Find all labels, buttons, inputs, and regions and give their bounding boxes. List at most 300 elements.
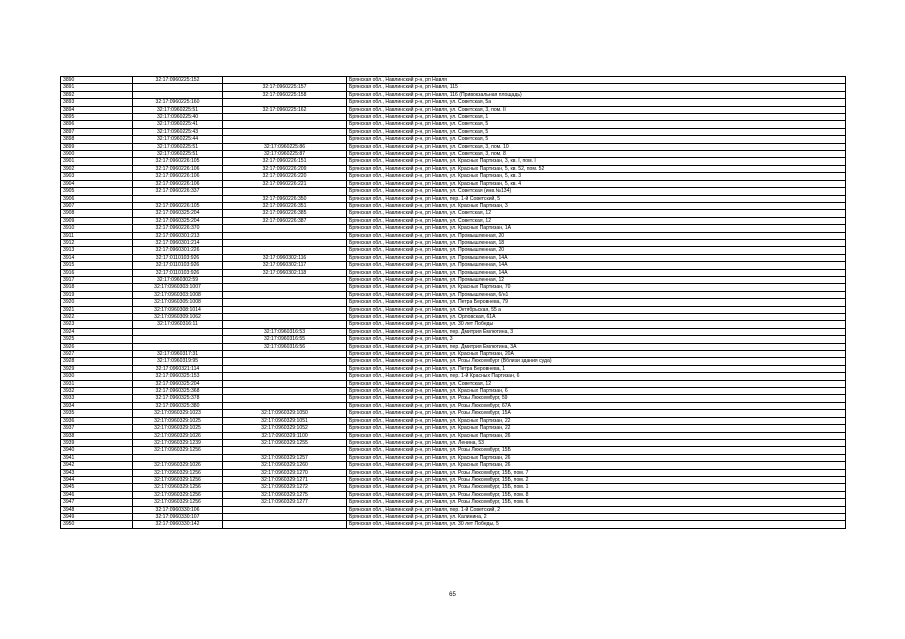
table-row: [61, 262, 846, 269]
sub-cadastral-number-cell: [223, 388, 347, 395]
table-row: [61, 121, 846, 128]
address-cell: Брянская обл., Навлинский р-н, рп Навля, пер. 1-й Советский, 2: [347, 506, 846, 513]
cadastral-number-cell: 32:17:0960225:41: [133, 121, 223, 128]
table-row: [61, 314, 846, 321]
cadastral-number-cell: [133, 91, 223, 98]
address-cell: Брянская обл., Навлинский р-н, рп Навля, ул. Красных Партизан, 5, кв. 52, пом. 52: [347, 165, 846, 172]
table-row: [61, 343, 846, 350]
cadastral-number-cell: 32:17:0960330:107: [133, 513, 223, 520]
address-cell: Брянская обл., Навлинский р-н, рп Навля, ул. Красных Партизан, 5, кв. 3: [347, 173, 846, 180]
sub-cadastral-number-cell: [223, 521, 347, 528]
address-cell: Брянская обл., Навлинский р-н, рп Навля, ул. Петра Беровнева, 1: [347, 365, 846, 372]
cadastral-number-cell: 32:17:0960330:106: [133, 506, 223, 513]
sub-cadastral-number-cell: 32:17:0960226:221: [223, 180, 347, 187]
row-number-cell: 3896: [61, 121, 133, 128]
sub-cadastral-number-cell: 32:17:0960302:117: [223, 262, 347, 269]
address-cell: Брянская обл., Навлинский р-н, рп Навля, ул. Красных Партизан, 26: [347, 432, 846, 439]
address-cell: Брянская обл., Навлинский р-н, рп Навля, ул. Красных Партизан, 22: [347, 425, 846, 432]
sub-cadastral-number-cell: [223, 114, 347, 121]
cadastral-number-cell: 32:17:0960303:1007: [133, 284, 223, 291]
address-cell: Брянская обл., Навлинский р-н, рп Навля, ул. Красных Партизан, 70: [347, 284, 846, 291]
row-number-cell: 3905: [61, 188, 133, 195]
row-number-cell: 3937: [61, 425, 133, 432]
table-row: [61, 188, 846, 195]
row-number-cell: 3901: [61, 158, 133, 165]
cadastral-number-cell: 32:17:0960329:1256: [133, 491, 223, 498]
sub-cadastral-number-cell: [223, 232, 347, 239]
address-cell: Брянская обл., Навлинский р-н, рп Навля, ул. Красных Партизан, 20А: [347, 351, 846, 358]
cadastral-number-cell: 32:17:0960225:51: [133, 143, 223, 150]
row-number-cell: 3928: [61, 358, 133, 365]
row-number-cell: 3924: [61, 328, 133, 335]
sub-cadastral-number-cell: [223, 121, 347, 128]
address-cell: Брянская обл., Навлинский р-н, рп Навля, ул. Красных Партизан, 3, кв. I, пом. I: [347, 158, 846, 165]
cadastral-number-cell: 32:17:0960308:1014: [133, 306, 223, 313]
row-number-cell: 3895: [61, 114, 133, 121]
table-row: [61, 232, 846, 239]
cadastral-number-cell: 32:17:0960325:204: [133, 380, 223, 387]
cadastral-number-cell: 32:17:0960225:44: [133, 136, 223, 143]
row-number-cell: 3935: [61, 410, 133, 417]
sub-cadastral-number-cell: [223, 247, 347, 254]
sub-cadastral-number-cell: 32:17:0960329:1272: [223, 484, 347, 491]
address-cell: Брянская обл., Навлинский р-н, рп Навля, ул. Розы Люксембург, 15Б: [347, 447, 846, 454]
table-row: [61, 351, 846, 358]
row-number-cell: 3933: [61, 395, 133, 402]
row-number-cell: 3923: [61, 321, 133, 328]
table-row: [61, 247, 846, 254]
sub-cadastral-number-cell: [223, 136, 347, 143]
row-number-cell: 3947: [61, 499, 133, 506]
row-number-cell: 3916: [61, 269, 133, 276]
table-row: [61, 114, 846, 121]
cadastral-number-cell: [133, 454, 223, 461]
address-cell: Брянская обл., Навлинский р-н, рп Навля, ул. Розы Люксембург, 15А: [347, 410, 846, 417]
cadastral-number-cell: [133, 343, 223, 350]
sub-cadastral-number-cell: [223, 358, 347, 365]
cadastral-number-cell: 32:17:0960329:1026: [133, 462, 223, 469]
sub-cadastral-number-cell: [223, 380, 347, 387]
cadastral-number-cell: 32:17:0960330:142: [133, 521, 223, 528]
row-number-cell: 3927: [61, 351, 133, 358]
table-row: [61, 143, 846, 150]
table-row: [61, 158, 846, 165]
row-number-cell: 3907: [61, 202, 133, 209]
sub-cadastral-number-cell: 32:17:0960329:1270: [223, 469, 347, 476]
cadastral-number-cell: 32:17:0960226:370: [133, 225, 223, 232]
row-number-cell: 3893: [61, 99, 133, 106]
cadastral-number-cell: 32:17:0960225:51: [133, 106, 223, 113]
row-number-cell: 3920: [61, 299, 133, 306]
row-number-cell: 3918: [61, 284, 133, 291]
table-row: [61, 306, 846, 313]
sub-cadastral-number-cell: 32:17:0960226:209: [223, 165, 347, 172]
row-number-cell: 3919: [61, 291, 133, 298]
row-number-cell: 3910: [61, 225, 133, 232]
table-row: [61, 469, 846, 476]
row-number-cell: 3892: [61, 91, 133, 98]
row-number-cell: 3946: [61, 491, 133, 498]
table-row: [61, 462, 846, 469]
cadastral-number-cell: 32:17:0960329:1256: [133, 469, 223, 476]
table-row: [61, 180, 846, 187]
cadastral-number-cell: [133, 195, 223, 202]
address-cell: Брянская обл., Навлинский р-н, рп Навля, ул. Советская, 12: [347, 380, 846, 387]
table-row: [61, 195, 846, 202]
row-number-cell: 3890: [61, 77, 133, 84]
table-row: [61, 484, 846, 491]
sub-cadastral-number-cell: 32:17:0960302:116: [223, 254, 347, 261]
table-row: [61, 239, 846, 246]
address-cell: Брянская обл., Навлинский р-н, рп Навля, ул. Калинина, 2: [347, 513, 846, 520]
address-cell: Брянская обл., Навлинский р-н, рп Навля, ул. Промышленная, 14А: [347, 254, 846, 261]
cadastral-number-cell: 32:17:0960226:106: [133, 180, 223, 187]
sub-cadastral-number-cell: 32:17:0960316:55: [223, 336, 347, 343]
sub-cadastral-number-cell: [223, 314, 347, 321]
table-row: [61, 284, 846, 291]
row-number-cell: 3948: [61, 506, 133, 513]
address-cell: Брянская обл., Навлинский р-н, рп Навля, ул. Советская, 12: [347, 217, 846, 224]
row-number-cell: 3921: [61, 306, 133, 313]
sub-cadastral-number-cell: [223, 506, 347, 513]
row-number-cell: 3904: [61, 180, 133, 187]
address-cell: Брянская обл., Навлинский р-н, рп Навля, ул. Красных Партизан, 3: [347, 202, 846, 209]
sub-cadastral-number-cell: [223, 351, 347, 358]
cadastral-number-cell: 32:17:0960325:204: [133, 210, 223, 217]
cadastral-number-cell: 32:17:0960226:105: [133, 202, 223, 209]
cadastral-number-cell: 32:17:0960225:40: [133, 114, 223, 121]
table-row: [61, 217, 846, 224]
sub-cadastral-number-cell: [223, 291, 347, 298]
row-number-cell: 3931: [61, 380, 133, 387]
address-cell: Брянская обл., Навлинский р-н, рп Навля, ул. Ленина, 53: [347, 439, 846, 446]
address-cell: Брянская обл., Навлинский р-н, рп Навля, ул. Советская, 3, пом. 8: [347, 151, 846, 158]
table-row: [61, 417, 846, 424]
table-row: [61, 373, 846, 380]
cadastral-number-cell: 32:17:0960309:1062: [133, 314, 223, 321]
address-cell: Брянская обл., Навлинский р-н, рп Навля, ул. Советская, 5а: [347, 99, 846, 106]
sub-cadastral-number-cell: [223, 284, 347, 291]
table-row: [61, 447, 846, 454]
sub-cadastral-number-cell: 32:17:0960226:220: [223, 173, 347, 180]
table-row: [61, 77, 846, 84]
sub-cadastral-number-cell: 32:17:0960329:1100: [223, 432, 347, 439]
cadastral-number-cell: 32:17:0960301:226: [133, 247, 223, 254]
table-row: [61, 402, 846, 409]
table-row: [61, 291, 846, 298]
sub-cadastral-number-cell: 32:17:0960225:158: [223, 91, 347, 98]
address-cell: Брянская обл., Навлинский р-н, рп Навля, ул. Промышленная, 20: [347, 247, 846, 254]
row-number-cell: 3898: [61, 136, 133, 143]
address-cell: Брянская обл., Навлинский р-н, рп Навля, ул. Промышленная, 20: [347, 232, 846, 239]
table-row: [61, 380, 846, 387]
table-row: [61, 91, 846, 98]
address-cell: Брянская обл., Навлинский р-н, рп Навля, ул. Советская, 5: [347, 121, 846, 128]
row-number-cell: 3909: [61, 217, 133, 224]
address-cell: Брянская обл., Навлинский р-н, рп Навля, ул. Советская, 1: [347, 114, 846, 121]
sub-cadastral-number-cell: 32:17:0960302:118: [223, 269, 347, 276]
cadastral-number-cell: 32:17:0960226:106: [133, 173, 223, 180]
cadastral-number-cell: 32:17:0960329:1239: [133, 439, 223, 446]
row-number-cell: 3914: [61, 254, 133, 261]
sub-cadastral-number-cell: 32:17:0960225:162: [223, 106, 347, 113]
sub-cadastral-number-cell: 32:17:0960225:157: [223, 84, 347, 91]
cadastral-number-cell: 32:17:0960225:43: [133, 128, 223, 135]
cadastral-number-cell: 32:17:0960301:213: [133, 232, 223, 239]
table-row: [61, 499, 846, 506]
table-row: [61, 336, 846, 343]
row-number-cell: 3926: [61, 343, 133, 350]
table-row: [61, 454, 846, 461]
sub-cadastral-number-cell: [223, 299, 347, 306]
sub-cadastral-number-cell: [223, 513, 347, 520]
sub-cadastral-number-cell: [223, 77, 347, 84]
table-row: [61, 491, 846, 498]
address-cell: Брянская обл., Навлинский р-н, рп Навля, ул. Розы Люксембург, 15Б, пом. 6: [347, 499, 846, 506]
table-row: [61, 439, 846, 446]
cadastral-number-cell: 32:17:0960317:31: [133, 351, 223, 358]
table-row: [61, 521, 846, 528]
row-number-cell: 3903: [61, 173, 133, 180]
cadastral-number-cell: 32:17:0960325:153: [133, 373, 223, 380]
sub-cadastral-number-cell: 32:17:0960226:385: [223, 210, 347, 217]
row-number-cell: 3932: [61, 388, 133, 395]
cadastral-number-cell: [133, 336, 223, 343]
row-number-cell: 3934: [61, 402, 133, 409]
sub-cadastral-number-cell: [223, 447, 347, 454]
address-cell: Брянская обл., Навлинский р-н, рп Навля, ул. Промышленная, 12: [347, 276, 846, 283]
table-row: [61, 365, 846, 372]
table-row: [61, 225, 846, 232]
cadastral-number-cell: 32:17:0960329:1256: [133, 476, 223, 483]
table-row: [61, 425, 846, 432]
cadastral-number-cell: 32:17:0110103:926: [133, 262, 223, 269]
row-number-cell: 3925: [61, 336, 133, 343]
row-number-cell: 3930: [61, 373, 133, 380]
address-cell: Брянская обл., Навлинский р-н, рп Навля, ул. Промышленная, 14А: [347, 262, 846, 269]
row-number-cell: 3891: [61, 84, 133, 91]
address-cell: Брянская обл., Навлинский р-н, рп Навля, пер. 1-й Красных Партизан, 6: [347, 373, 846, 380]
cadastral-number-cell: 32:17:0960329:1026: [133, 432, 223, 439]
address-cell: Брянская обл., Навлинский р-н, рп Навля, пер. 1-й Советский, 5: [347, 195, 846, 202]
sub-cadastral-number-cell: 32:17:0960329:1051: [223, 417, 347, 424]
address-cell: Брянская обл., Навлинский р-н, рп Навля, ул. Красных Партизан, 26: [347, 454, 846, 461]
row-number-cell: 3911: [61, 232, 133, 239]
address-cell: Брянская обл., Навлинский р-н, рп Навля, ул. Красных Партизан, 6: [347, 388, 846, 395]
sub-cadastral-number-cell: [223, 239, 347, 246]
row-number-cell: 3894: [61, 106, 133, 113]
cadastral-number-cell: 32:17:0960321:114: [133, 365, 223, 372]
cadastral-number-cell: 32:17:0960302:59: [133, 276, 223, 283]
sub-cadastral-number-cell: [223, 321, 347, 328]
registry-table: [60, 76, 846, 529]
cadastral-number-cell: 32:17:0960303:1008: [133, 291, 223, 298]
row-number-cell: 3942: [61, 462, 133, 469]
address-cell: Брянская обл., Навлинский р-н, рп Навля, ул. Розы Люксембург, 15Б, пом. 7: [347, 469, 846, 476]
address-cell: Брянская обл., Навлинский р-н, рп Навля, пер. Дмитрия Емлютина, 3А: [347, 343, 846, 350]
address-cell: Брянская обл., Навлинский р-н, рп Навля, ул. 30 лет Победы: [347, 321, 846, 328]
address-cell: Брянская обл., Навлинский р-н, рп Навля, ул. Петра Беровнева, 79: [347, 299, 846, 306]
sub-cadastral-number-cell: [223, 225, 347, 232]
sub-cadastral-number-cell: 32:17:0960316:56: [223, 343, 347, 350]
sub-cadastral-number-cell: 32:17:0960226:350: [223, 195, 347, 202]
cadastral-number-cell: 32:17:0960325:378: [133, 395, 223, 402]
row-number-cell: 3922: [61, 314, 133, 321]
sub-cadastral-number-cell: 32:17:0960329:1255: [223, 439, 347, 446]
address-cell: Брянская обл., Навлинский р-н, рп Навля, ул. 30 лет Победы, 5: [347, 521, 846, 528]
row-number-cell: 3912: [61, 239, 133, 246]
cadastral-number-cell: 32:17:0960301:214: [133, 239, 223, 246]
row-number-cell: 3939: [61, 439, 133, 446]
table-row: [61, 210, 846, 217]
table-row: [61, 165, 846, 172]
table-row: [61, 99, 846, 106]
row-number-cell: 3899: [61, 143, 133, 150]
cadastral-number-cell: 32:17:0960225:152: [133, 77, 223, 84]
cadastral-number-cell: 32:17:0960325:380: [133, 402, 223, 409]
address-cell: Брянская обл., Навлинский р-н, рп Навля, ул. Советская, 5: [347, 136, 846, 143]
row-number-cell: 3936: [61, 417, 133, 424]
cadastral-number-cell: [133, 84, 223, 91]
table-row: [61, 395, 846, 402]
row-number-cell: 3943: [61, 469, 133, 476]
address-cell: Брянская обл., Навлинский р-н, рп Навля: [347, 77, 846, 84]
table-row: [61, 388, 846, 395]
row-number-cell: 3908: [61, 210, 133, 217]
address-cell: Брянская обл., Навлинский р-н, рп Навля, ул. Красных Партизан, 22: [347, 417, 846, 424]
table-row: [61, 173, 846, 180]
table-row: [61, 476, 846, 483]
row-number-cell: 3917: [61, 276, 133, 283]
cadastral-number-cell: 32:17:0110103:926: [133, 254, 223, 261]
sub-cadastral-number-cell: [223, 365, 347, 372]
sub-cadastral-number-cell: 32:17:0960329:1052: [223, 425, 347, 432]
table-row: [61, 276, 846, 283]
sub-cadastral-number-cell: [223, 99, 347, 106]
cadastral-number-cell: 32:17:0960325:204: [133, 217, 223, 224]
sub-cadastral-number-cell: [223, 306, 347, 313]
cadastral-number-cell: 32:17:0960226:105: [133, 158, 223, 165]
table-row: [61, 106, 846, 113]
sub-cadastral-number-cell: [223, 276, 347, 283]
sub-cadastral-number-cell: 32:17:0960329:1277: [223, 499, 347, 506]
cadastral-number-cell: 32:17:0960329:1025: [133, 425, 223, 432]
cadastral-number-cell: 32:17:0960225:51: [133, 151, 223, 158]
address-cell: Брянская обл., Навлинский р-н, рп Навля, 3: [347, 336, 846, 343]
row-number-cell: 3941: [61, 454, 133, 461]
address-cell: Брянская обл., Навлинский р-н, рп Навля, ул. Красных Партизан, 5, кв. 4: [347, 180, 846, 187]
address-cell: Брянская обл., Навлинский р-н, рп Навля, ул. Советская, 3, пом. 10: [347, 143, 846, 150]
address-cell: Брянская обл., Навлинский р-н, рп Навля, 115: [347, 84, 846, 91]
row-number-cell: 3900: [61, 151, 133, 158]
row-number-cell: 3938: [61, 432, 133, 439]
sub-cadastral-number-cell: [223, 395, 347, 402]
cadastral-number-cell: 32:17:0960225:160: [133, 99, 223, 106]
cadastral-number-cell: 32:17:0960319:95: [133, 358, 223, 365]
address-cell: Брянская обл., Навлинский р-н, рп Навля, ул. Промышленная, 18: [347, 239, 846, 246]
cadastral-number-cell: 32:17:0960305:1008: [133, 299, 223, 306]
table-row: [61, 299, 846, 306]
row-number-cell: 3945: [61, 484, 133, 491]
table-row: [61, 410, 846, 417]
sub-cadastral-number-cell: [223, 373, 347, 380]
sub-cadastral-number-cell: 32:17:0960226:387: [223, 217, 347, 224]
cadastral-number-cell: 32:17:0960329:1023: [133, 410, 223, 417]
table-row: [61, 269, 846, 276]
table-row: [61, 506, 846, 513]
row-number-cell: 3913: [61, 247, 133, 254]
table-row: [61, 84, 846, 91]
table-row: [61, 202, 846, 209]
address-cell: Брянская обл., Навлинский р-н, рп Навля, ул. Красных Партизан, 1А: [347, 225, 846, 232]
table-body: [61, 77, 846, 529]
sub-cadastral-number-cell: 32:17:0960316:53: [223, 328, 347, 335]
table-row: [61, 128, 846, 135]
address-cell: Брянская обл., Навлинский р-н, рп Навля, ул. Советская, 3, пом. II: [347, 106, 846, 113]
table-row: [61, 321, 846, 328]
row-number-cell: 3949: [61, 513, 133, 520]
cadastral-number-cell: 32:17:0960316:11: [133, 321, 223, 328]
table-row: [61, 328, 846, 335]
address-cell: Брянская обл., Навлинский р-н, рп Навля, 116 (Привокзальная площадь): [347, 91, 846, 98]
row-number-cell: 3915: [61, 262, 133, 269]
row-number-cell: 3950: [61, 521, 133, 528]
address-cell: Брянская обл., Навлинский р-н, рп Навля, ул. Розы Люксембург, 15Б, пом. 8: [347, 491, 846, 498]
table-row: [61, 151, 846, 158]
row-number-cell: 3929: [61, 365, 133, 372]
address-cell: Брянская обл., Навлинский р-н, рп Навля, пер. Дмитрия Емлютина, 3: [347, 328, 846, 335]
cadastral-number-cell: [133, 328, 223, 335]
row-number-cell: 3902: [61, 165, 133, 172]
address-cell: Брянская обл., Навлинский р-н, рп Навля, ул. Советская, 5: [347, 128, 846, 135]
cadastral-number-cell: 32:17:0960226:337: [133, 188, 223, 195]
cadastral-number-cell: 32:17:0110103:926: [133, 269, 223, 276]
sub-cadastral-number-cell: [223, 128, 347, 135]
address-cell: Брянская обл., Навлинский р-н, рп Навля, ул. Розы Люксембург (Вблизи здания суда): [347, 358, 846, 365]
address-cell: Брянская обл., Навлинский р-н, рп Навля, ул. Орловская, 61А: [347, 314, 846, 321]
address-cell: Брянская обл., Навлинский р-н, рп Навля, ул. Промышленная, 6/н1: [347, 291, 846, 298]
address-cell: Брянская обл., Навлинский р-н, рп Навля, ул. Красных Партизан, 26: [347, 462, 846, 469]
table-row: [61, 358, 846, 365]
sub-cadastral-number-cell: 32:17:0960329:1257: [223, 454, 347, 461]
sub-cadastral-number-cell: 32:17:0960225:86: [223, 143, 347, 150]
address-cell: Брянская обл., Навлинский р-н, рп Навля, ул. Советская, 12: [347, 210, 846, 217]
address-cell: Брянская обл., Навлинский р-н, рп Навля, ул. Розы Люксембург, 59: [347, 395, 846, 402]
row-number-cell: 3940: [61, 447, 133, 454]
sub-cadastral-number-cell: [223, 188, 347, 195]
row-number-cell: 3906: [61, 195, 133, 202]
sub-cadastral-number-cell: 32:17:0960226:351: [223, 202, 347, 209]
page-number: 65: [449, 592, 456, 598]
sub-cadastral-number-cell: [223, 402, 347, 409]
row-number-cell: 3897: [61, 128, 133, 135]
sub-cadastral-number-cell: 32:17:0960329:1260: [223, 462, 347, 469]
cadastral-number-cell: 32:17:0960226:106: [133, 165, 223, 172]
table-row: [61, 432, 846, 439]
cadastral-number-cell: 32:17:0960329:1256: [133, 499, 223, 506]
sub-cadastral-number-cell: 32:17:0960329:1050: [223, 410, 347, 417]
cadastral-number-cell: 32:17:0960325:368: [133, 388, 223, 395]
table-row: [61, 136, 846, 143]
table-row: [61, 254, 846, 261]
cadastral-number-cell: 32:17:0960329:1256: [133, 447, 223, 454]
sub-cadastral-number-cell: 32:17:0960329:1271: [223, 476, 347, 483]
address-cell: Брянская обл., Навлинский р-н, рп Навля, ул. Советская (инв.№134): [347, 188, 846, 195]
sub-cadastral-number-cell: 32:17:0960329:1275: [223, 491, 347, 498]
table-row: [61, 513, 846, 520]
address-cell: Брянская обл., Навлинский р-н, рп Навля, ул. Розы Люксембург, 15Б, пом. 2: [347, 476, 846, 483]
row-number-cell: 3944: [61, 476, 133, 483]
